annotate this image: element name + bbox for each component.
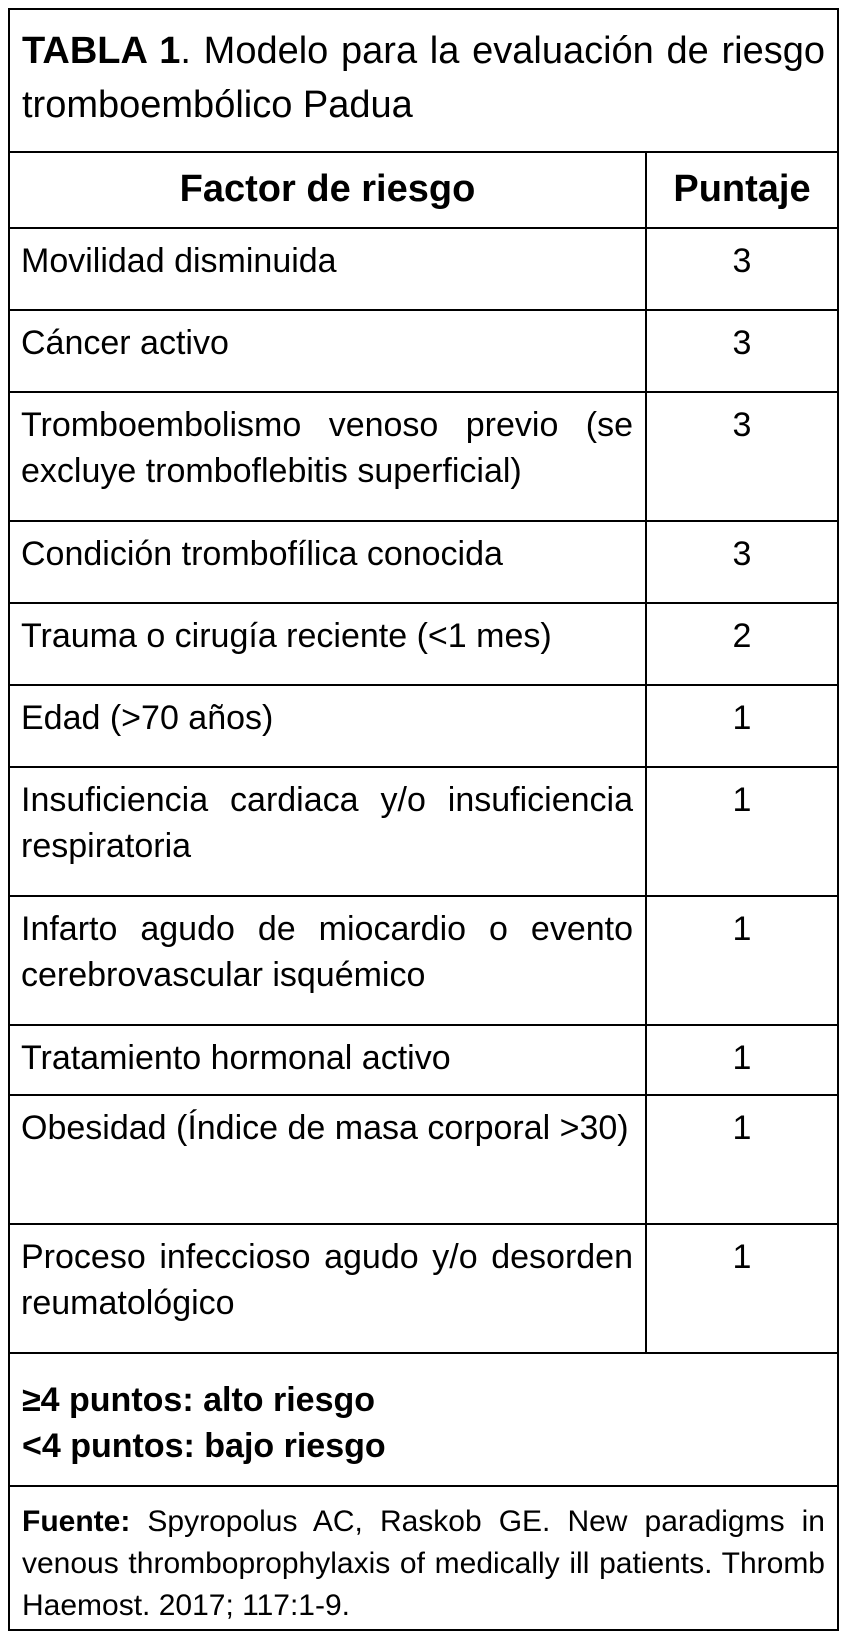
table-row xyxy=(10,685,837,767)
table-row xyxy=(10,603,837,685)
table-row xyxy=(10,1095,837,1224)
table-row xyxy=(10,1025,837,1095)
table-row xyxy=(10,392,837,521)
score-cell: 3 xyxy=(646,521,837,603)
low-risk-threshold: <4 puntos: bajo riesgo xyxy=(22,1427,386,1465)
table-caption xyxy=(10,10,837,153)
factor-cell: Edad (>70 años) xyxy=(10,685,646,767)
score-cell: 1 xyxy=(646,767,837,896)
table-document xyxy=(8,8,839,1631)
score-cell: 1 xyxy=(646,1224,837,1353)
padua-risk-table xyxy=(10,151,837,1354)
score-cell: 1 xyxy=(646,1025,837,1095)
source-label: Fuente: xyxy=(22,1505,131,1538)
header-score: Puntaje xyxy=(646,151,837,228)
table-title: . Modelo para la evaluación de riesgo tromboembólico Padua xyxy=(22,30,826,126)
table-row xyxy=(10,521,837,603)
score-interpretation xyxy=(10,1369,837,1487)
score-cell: 1 xyxy=(646,685,837,767)
score-cell: 3 xyxy=(646,228,837,310)
score-cell: 3 xyxy=(646,310,837,392)
table-row xyxy=(10,896,837,1025)
score-cell: 3 xyxy=(646,392,837,521)
source-citation: Spyropolus AC, Raskob GE. New paradigms in venous thromboprophylaxis of medically ill patients. Thromb Haemost. 2017; 117:1-9. xyxy=(22,1505,825,1622)
factor-cell: Cáncer activo xyxy=(10,310,646,392)
factor-cell: Trauma o cirugía reciente (<1 mes) xyxy=(10,603,646,685)
factor-cell: Proceso infeccioso agudo y/o desorden reumatológico xyxy=(10,1224,646,1353)
factor-cell: Obesidad (Índice de masa corporal >30) xyxy=(10,1095,646,1224)
score-cell: 2 xyxy=(646,603,837,685)
factor-cell: Tratamiento hormonal activo xyxy=(10,1025,646,1095)
table-row xyxy=(10,310,837,392)
high-risk-threshold: ≥4 puntos: alto riesgo xyxy=(22,1381,376,1419)
table-number: TABLA 1 xyxy=(22,30,181,72)
factor-cell: Movilidad disminuida xyxy=(10,228,646,310)
table-row xyxy=(10,228,837,310)
factor-cell: Insuficiencia cardiaca y/o insuficiencia respiratoria xyxy=(10,767,646,896)
score-cell: 1 xyxy=(646,896,837,1025)
table-row xyxy=(10,767,837,896)
source-note xyxy=(10,1487,837,1629)
factor-cell: Tromboembolismo venoso previo (se excluye tromboflebitis superficial) xyxy=(10,392,646,521)
header-factor: Factor de riesgo xyxy=(10,151,646,228)
score-cell: 1 xyxy=(646,1095,837,1224)
factor-cell: Infarto agudo de miocardio o evento cerebrovascular isquémico xyxy=(10,896,646,1025)
factor-cell: Condición trombofílica conocida xyxy=(10,521,646,603)
table-row xyxy=(10,1224,837,1353)
header-row xyxy=(10,151,837,228)
